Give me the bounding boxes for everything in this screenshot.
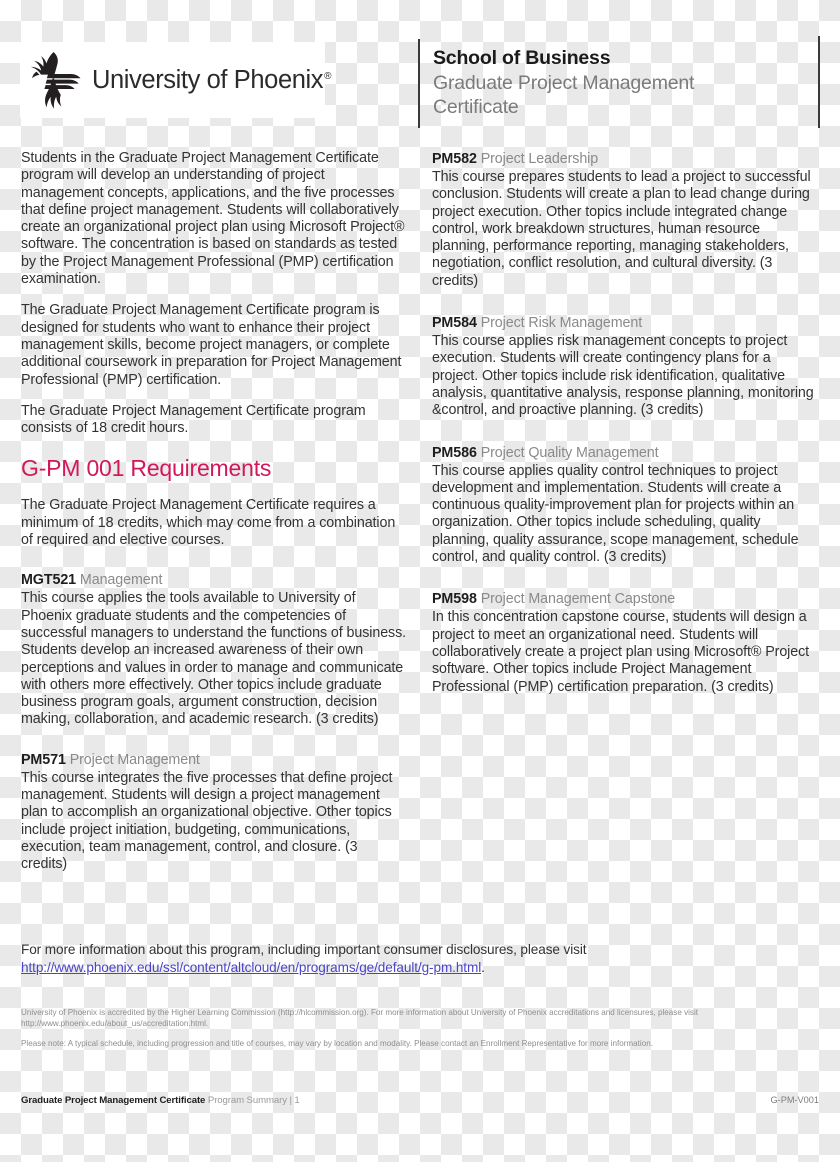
course-code: PM598: [432, 591, 477, 608]
course-entry: [432, 590, 820, 695]
course-description: This course prepares students to lead a project to successful conclusion. Students will create a plan to lead change during project execution. Other topics include integrated change control, work breakdown structures, human resource planning, performance reporting, managing stakeholders, negotiation, conflict resolution, and cultural diversity. (3 credits): [432, 169, 811, 289]
course-code: PM571: [21, 751, 66, 768]
header-title-block: [433, 46, 813, 119]
more-info-text: For more information about this program, including important consumer disclosures, please visit: [21, 942, 587, 957]
course-entry: [432, 444, 820, 567]
header-divider-right: [818, 36, 820, 128]
university-logo: [20, 42, 332, 118]
footer-doc-subtitle: Program Summary | 1: [207, 1095, 300, 1106]
course-entry: [21, 751, 406, 874]
course-entry: [432, 150, 820, 290]
course-title: [21, 571, 406, 589]
more-information-block: [21, 941, 781, 977]
course-description: This course integrates the five processes that define project management. Students will design a project management plan to accomplish an organizational objective. Other topics include project initiation, budgeting, communications, execution, team management, control, and closure. (3 credits): [21, 769, 393, 873]
registered-mark: ®: [324, 70, 332, 82]
schedule-disclaimer: Please note: A typical schedule, including progression and title of courses, may vary by location and modality. Please contact an Enrollment Representative for more information.: [21, 1039, 653, 1048]
course-entry: [432, 314, 820, 419]
course-code: MGT521: [21, 572, 77, 589]
page-footer: [21, 1095, 819, 1106]
course-description: This course applies quality control techniques to project development and implementation. Students will create a continuous quality-improvement plan for projects within an organization. Other topics include scheduling, quality planning, quality assurance, scope management, schedule control, and quality control. (3 credits): [432, 462, 799, 566]
course-title: [432, 444, 820, 462]
phoenix-bird-logo-icon: [24, 49, 84, 111]
course-description: This course applies the tools available to University of Phoenix graduate students and the competencies of successful managers to understand the functions of business. Students develop an increased awareness of their own perceptions and values in order to manage and communicate with others more effectively. Other topics include graduate business program goals, argument construction, decision making, collaboration, and academic research. (3 credits): [21, 590, 407, 728]
program-url-link[interactable]: http://www.phoenix.edu/ssl/content/altcloud/en/programs/ge/default/g-pm.html: [21, 960, 482, 975]
course-description: This course applies risk management concepts to project execution. Students will create contingency plans for a project. Other topics include risk identification, qualitative analysis, quantitative analysis, response planning, monitoring &control, and proactive planning. (3 credits): [432, 333, 814, 419]
accreditation-disclaimer: University of Phoenix is accredited by the Higher Learning Commission (http://hlcommission.org). For more information about University of Phoenix accreditations and licensures, please visit http://www.phoenix.edu/about_us/accreditation.html.: [21, 1008, 699, 1028]
course-entry: [21, 571, 406, 728]
course-code: PM582: [432, 151, 477, 167]
right-column: [432, 150, 820, 718]
document-header: [0, 36, 840, 128]
intro-paragraph: Students in the Graduate Project Management Certificate program will develop an understanding of project management concepts, applications, and the five processes that define project management. Students will collaboratively create an organizational project plan using Microsoft Project® software. The concentration is based on standards as tested by the Project Management Professional (PMP) certification examination.: [21, 150, 405, 288]
course-name: Project Risk Management: [480, 315, 643, 332]
course-title: [432, 590, 820, 608]
course-name: Project Management: [69, 751, 200, 768]
course-description: In this concentration capstone course, students will design a project to meet an organizational need. Students will collaboratively create a project plan using Microsoft® Project software. Other topics include Project Management Professional (PMP) certification preparation. (3 credits): [432, 609, 810, 695]
course-title: [21, 751, 406, 769]
course-title: [432, 314, 820, 332]
intro-paragraph: The Graduate Project Management Certificate program consists of 18 credit hours.: [21, 402, 366, 437]
university-name-wordmark: University of Phoenix®: [92, 65, 332, 94]
course-title: [432, 150, 820, 168]
course-name: Project Management Capstone: [480, 591, 676, 608]
more-info-period: .: [481, 960, 485, 975]
requirements-text: The Graduate Project Management Certificate requires a minimum of 18 credits, which may come from a combination of required and elective courses.: [21, 497, 396, 549]
footer-document-label: [21, 1095, 300, 1106]
school-name: School of Business: [433, 47, 611, 69]
course-code: PM584: [432, 315, 477, 332]
header-divider-left: [418, 39, 420, 128]
left-column: [21, 150, 406, 896]
footer-doc-title: Graduate Project Management Certificate: [21, 1095, 206, 1106]
course-code: PM586: [432, 444, 477, 461]
program-name: Graduate Project Management Certificate: [433, 72, 695, 118]
requirements-heading: G-PM 001 Requirements: [21, 455, 272, 482]
course-name: Project Quality Management: [480, 444, 659, 461]
intro-paragraph: The Graduate Project Management Certificate program is designed for students who want to enhance their project management skills, become project managers, or complete additional coursework in preparation for Project Management Professional (PMP) certification.: [21, 302, 402, 388]
course-name: Project Leadership: [480, 151, 599, 167]
course-name: Management: [79, 572, 163, 589]
footer-version-code: G-PM-V001: [770, 1095, 819, 1105]
